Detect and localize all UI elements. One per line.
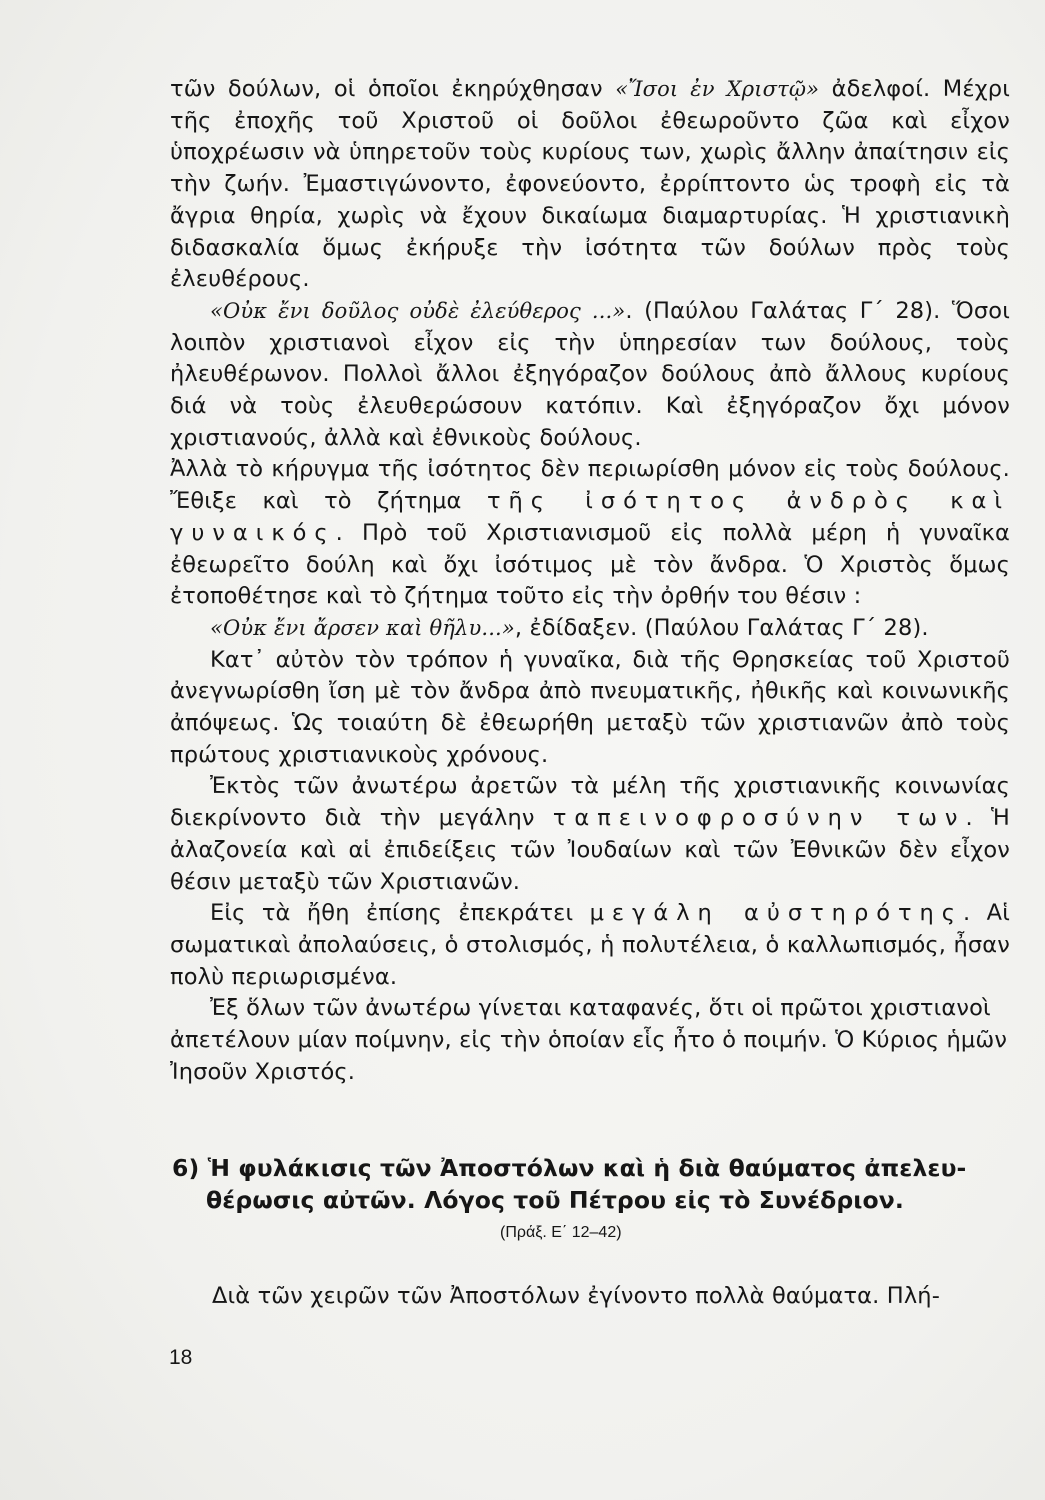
quotation: «Ἴσοι ἐν Χριστῷ»	[615, 77, 820, 101]
text-run: Ἀλλὰ τὸ κήρυγμα τῆς ἰσότητος δὲν περιωρίσθη μόνον εἰς τοὺς δούλους. Ἔθιξε καὶ τὸ ζήτημα	[170, 456, 1010, 515]
spaced-emphasis: ταπεινοφροσύνην των	[552, 805, 966, 832]
page-number: 18	[169, 1346, 193, 1369]
quotation: «Οὐκ ἔνι ἄρσεν καὶ θῆλυ...»	[210, 615, 515, 640]
paragraph	[170, 454, 1010, 613]
section-title-line-2: θέρωσις αὐτῶν. Λόγος τοῦ Πέτρου εἰς τὸ Συνέδριον.	[206, 1186, 904, 1214]
paragraph	[170, 645, 1010, 772]
paragraph	[170, 771, 1010, 898]
spaced-emphasis: μεγάλη αὐστηρότης	[589, 900, 964, 927]
paragraph	[170, 898, 1010, 993]
spaced-emphasis: τῆς ἰσότητος ἀνδρὸς καὶ γυναικός	[170, 488, 1010, 546]
text-run: Εἰς τὰ ἤθη ἐπίσης ἐπεκράτει	[210, 900, 590, 927]
text-run: Ἐκτὸς τῶν ἀνωτέρω ἀρετῶν τὰ μέλη τῆς χριστιανικῆς κοινωνίας διεκρίνοντο διὰ τὴν μεγάλην	[170, 773, 1010, 832]
text-run: . Αἱ σωματικαὶ ἀπολαύσεις, ὁ στολισμός, ἡ πολυτέλεια, ὁ καλλωπισμός, ἦσαν πολὺ περιωρισμένα.	[170, 900, 1010, 990]
text-run: . (Παύλου Γαλάτας Γ΄ 28). Ὅσοι λοιπὸν χριστιανοὶ εἶχον εἰς τὴν ὑπηρεσίαν των δούλους, τοὺς ἠλευθέρωνον. Πολλοὶ ἄλλοι ἐξηγόραζον δούλους ἀπὸ ἄλλους κυρίους διά νὰ τοὺς ἐλευθερώσουν κατόπιν. Καὶ ἐξηγόραζον ὄχι μόνον χριστιανούς, ἀλλὰ καὶ ἐθνικοὺς δούλους.	[170, 297, 1010, 451]
section-reference: (Πράξ. Ε΄ 12–42)	[500, 1224, 622, 1241]
final-paragraph: Διὰ τῶν χειρῶν τῶν Ἀποστόλων ἐγίνοντο πολλὰ θαύματα. Πλή-	[212, 1283, 940, 1309]
text-run: Ἐξ ὅλων τῶν ἀνωτέρω γίνεται καταφανές, ὅτι οἱ πρῶτοι χριστιανοὶ ἀπετέλουν μίαν ποίμνην, εἰς τὴν ὁποίαν εἷς ἦτο ὁ ποιμήν. Ὁ Κύριος ἡμῶν Ἰησοῦν Χριστός.	[170, 995, 1008, 1085]
text-run: . Πρὸ τοῦ Χριστιανισμοῦ εἰς πολλὰ μέρη ἡ γυναῖκα ἐθεωρεῖτο δούλη καὶ ὄχι ἰσότιμος μὲ τὸν ἄνδρα. Ὁ Χριστὸς ὅμως ἐτοποθέτησε καὶ τὸ ζήτημα τοῦτο εἰς τὴν ὀρθήν του θέσιν :	[170, 519, 1010, 610]
text-run: ἀδελφοί. Μέχρι τῆς ἐποχῆς τοῦ Χριστοῦ οἱ δοῦλοι ἐθεωροῦντο ζῶα καὶ εἶχον ὑποχρέωσιν νὰ ὑπηρετοῦν τοὺς κυρίους των, χωρὶς ἄλλην ἀπαίτησιν εἰς τὴν ζωήν. Ἐμαστιγώνοντο, ἐφονεύοντο, ἐρρίπτοντο ὡς τροφὴ εἰς τὰ ἄγρια θηρία, χωρὶς νὰ ἔχουν δικαίωμα διαμαρτυρίας. Ἡ χριστιανικὴ διδασκαλία ὅμως ἐκήρυξε τὴν ἰσότητα τῶν δούλων πρὸς τοὺς ἐλευθέρους.	[170, 76, 1010, 293]
paragraph	[170, 613, 1010, 645]
section-heading	[172, 1152, 1012, 1244]
paragraph	[170, 993, 1010, 1088]
quotation: «Οὐκ ἔνι δοῦλος οὐδὲ ἐλεύθερος ...»	[210, 298, 626, 323]
text-run: . Ἡ ἀλαζονεία καὶ αἱ ἐπιδείξεις τῶν Ἰουδαίων καὶ τῶν Ἐθνικῶν δὲν εἶχον θέσιν μεταξὺ τῶν Χριστιανῶν.	[170, 805, 1010, 895]
text-run: τῶν δούλων, οἱ ὁποῖοι ἐκηρύχθησαν	[170, 76, 616, 102]
paragraph	[170, 74, 1010, 296]
text-run: Κατ᾽ αὐτὸν τὸν τρόπον ἡ γυναῖκα, διὰ τῆς Θρησκείας τοῦ Χριστοῦ ἀνεγνωρίσθη ἴση μὲ τὸν ἄνδρα ἀπὸ πνευματικῆς, ἠθικῆς καὶ κοινωνικῆς ἀπόψεως. Ὡς τοιαύτη δὲ ἐθεωρήθη μεταξὺ τῶν χριστιανῶν ἀπὸ τοὺς πρώτους χριστιανικοὺς χρόνους.	[170, 646, 1010, 768]
body-text	[170, 74, 1010, 1089]
section-title-line-1: 6) Ἡ φυλάκισις τῶν Ἀποστόλων καὶ ἡ διὰ θαύματος ἀπελευ-	[172, 1154, 967, 1182]
text-run: , ἐδίδαξεν. (Παύλου Γαλάτας Γ΄ 28).	[514, 614, 929, 641]
paragraph	[170, 296, 1010, 455]
